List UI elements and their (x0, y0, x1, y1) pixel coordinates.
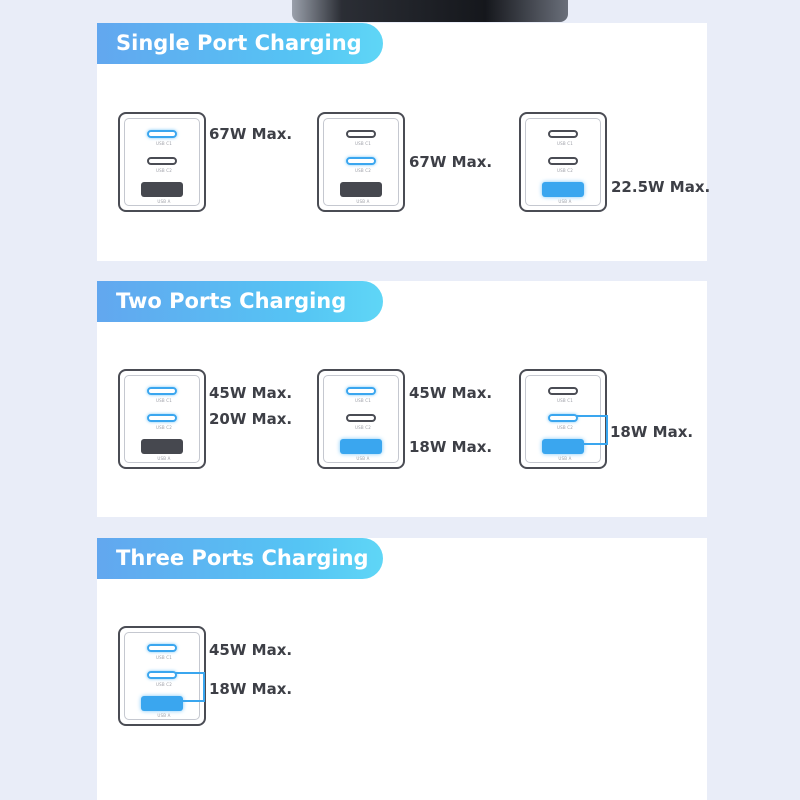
section-title: Three Ports Charging (97, 538, 383, 579)
usb-a-port (340, 182, 382, 197)
port-label: USB A (157, 199, 171, 204)
section-title: Two Ports Charging (97, 281, 383, 322)
usb-c1-port (346, 130, 376, 138)
port-label: USB C1 (155, 398, 173, 403)
port-label: USB A (157, 713, 171, 718)
usb-c1-port (147, 130, 177, 138)
port-label: USB C1 (556, 141, 574, 146)
port-label: USB C1 (155, 655, 173, 660)
usb-c1-port (147, 644, 177, 652)
phone-edge-image (292, 0, 568, 22)
section-title: Single Port Charging (97, 23, 383, 64)
usb-c2-port (346, 157, 376, 165)
port-label: USB C1 (354, 141, 372, 146)
usb-c2-port (346, 414, 376, 422)
usb-a-port (340, 439, 382, 454)
charger-icon (519, 112, 607, 212)
port-label: USB A (558, 456, 572, 461)
two-ports-section (97, 281, 707, 517)
usb-c1-port (548, 130, 578, 138)
port-label: USB C2 (155, 425, 173, 430)
usb-c2-port (548, 157, 578, 165)
three-ports-section (97, 538, 707, 800)
wattage-label: 45W Max. (209, 384, 293, 402)
wattage-label: 67W Max. (209, 125, 293, 143)
port-label: USB C2 (556, 425, 574, 430)
usb-c2-port (147, 414, 177, 422)
charger-icon (317, 369, 405, 469)
wattage-label: 18W Max. (409, 438, 493, 456)
usb-c1-port (548, 387, 578, 395)
wattage-label: 45W Max. (409, 384, 493, 402)
port-label: USB A (356, 456, 370, 461)
wattage-label: 18W Max. (610, 423, 694, 441)
port-label: USB C2 (155, 682, 173, 687)
usb-a-port (141, 439, 183, 454)
port-label: USB C2 (556, 168, 574, 173)
port-label: USB A (356, 199, 370, 204)
usb-c2-port (548, 414, 578, 422)
port-label: USB A (558, 199, 572, 204)
usb-c1-port (147, 387, 177, 395)
port-label: USB A (157, 456, 171, 461)
single-port-section (97, 23, 711, 261)
wattage-label: 67W Max. (409, 153, 493, 171)
port-label: USB C1 (354, 398, 372, 403)
bracket-connector (175, 672, 205, 702)
wattage-label: 18W Max. (209, 680, 293, 698)
charger-icon (118, 112, 206, 212)
usb-a-port (542, 182, 584, 197)
bracket-connector (576, 415, 608, 445)
port-label: USB C1 (556, 398, 574, 403)
wattage-label: 45W Max. (209, 641, 293, 659)
usb-a-port (141, 182, 183, 197)
wattage-label: 22.5W Max. (611, 178, 711, 196)
charger-icon (317, 112, 405, 212)
charger-icon (118, 369, 206, 469)
port-label: USB C2 (354, 168, 372, 173)
port-label: USB C2 (155, 168, 173, 173)
port-label: USB C1 (155, 141, 173, 146)
usb-c2-port (147, 157, 177, 165)
wattage-label: 20W Max. (209, 410, 293, 428)
port-label: USB C2 (354, 425, 372, 430)
usb-c1-port (346, 387, 376, 395)
usb-c2-port (147, 671, 177, 679)
